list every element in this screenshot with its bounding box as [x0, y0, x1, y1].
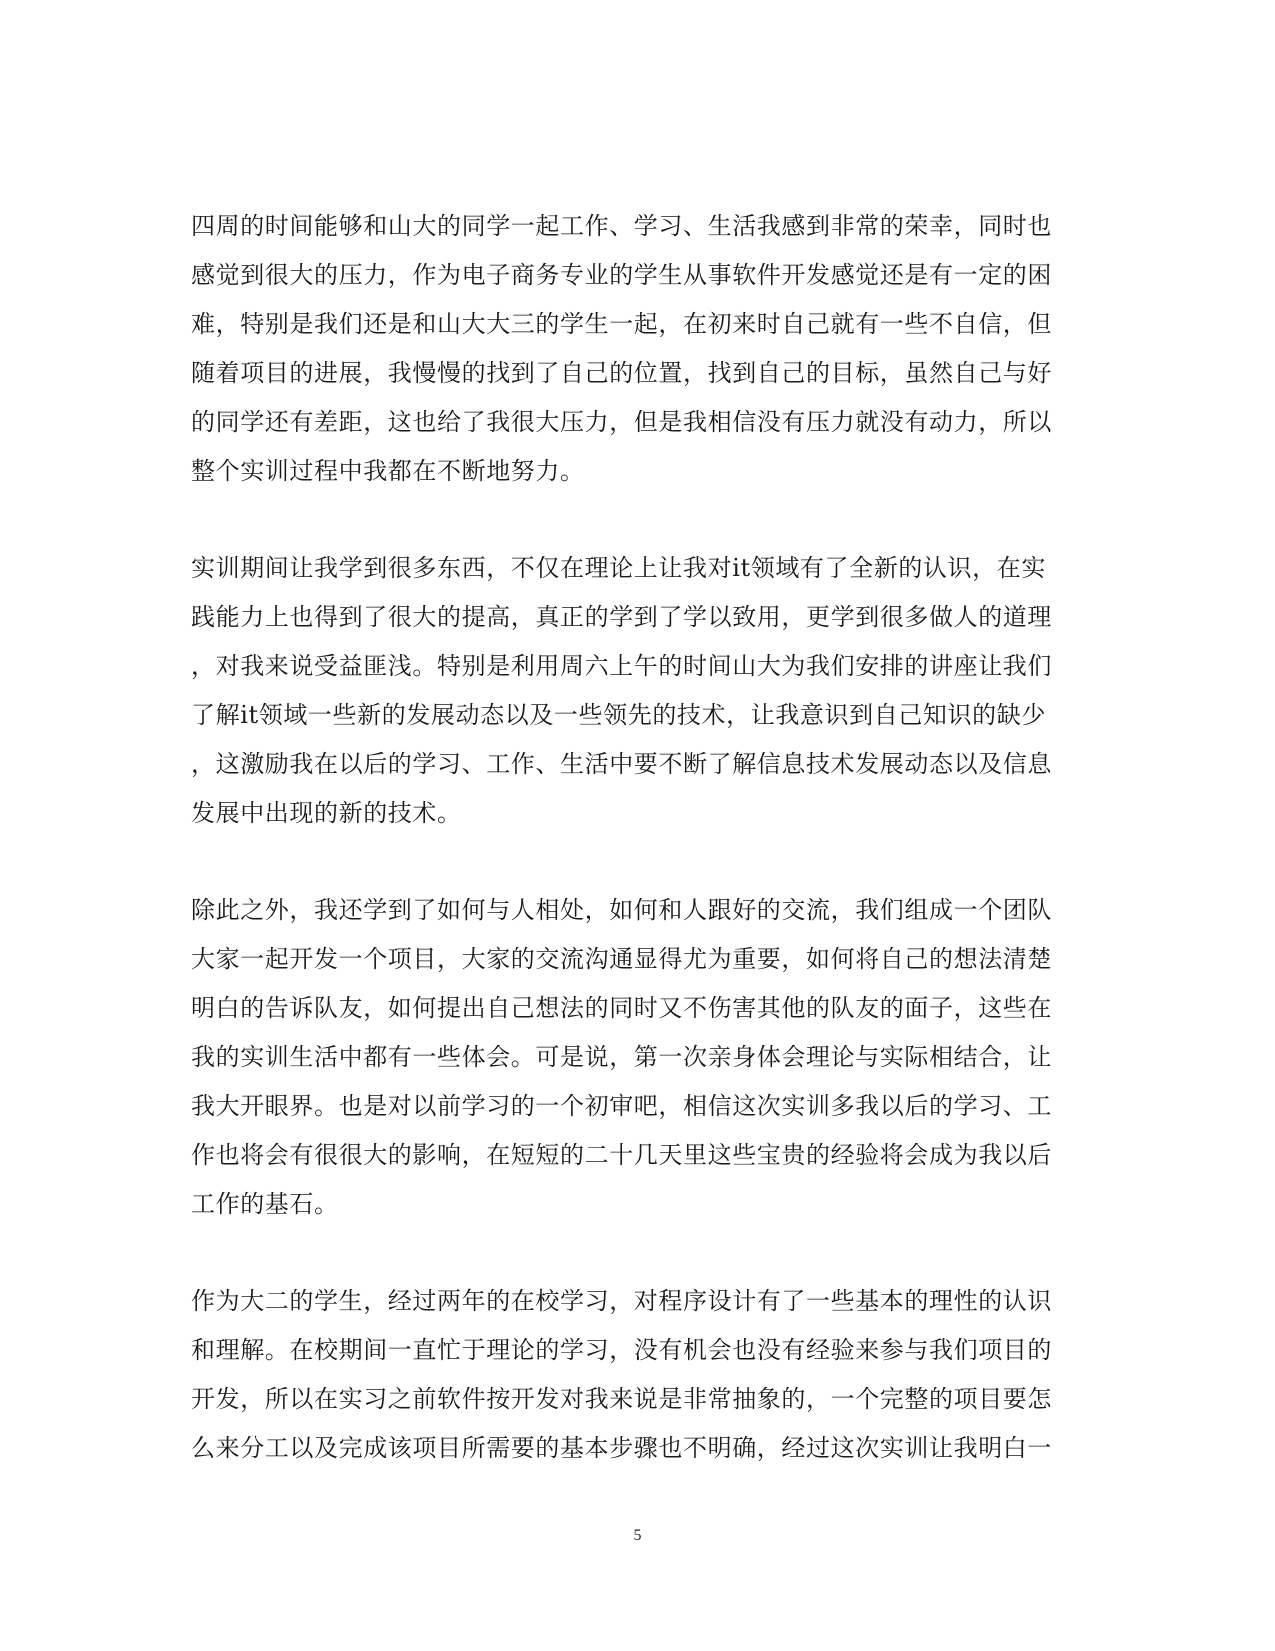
- text-line: 明白的告诉队友，如何提出自己想法的同时又不伤害其他的队友的面子，这些在: [191, 994, 1052, 1022]
- text-line: 践能力上也得到了很大的提高，真正的学到了学以致用，更学到很多做人的道理: [191, 603, 1052, 631]
- text-line: 么来分工以及完成该项目所需要的基本步骤也不明确，经过这次实训让我明白一: [191, 1434, 1052, 1462]
- text-line: 的同学还有差距，这也给了我很大压力，但是我相信没有压力就没有动力，所以: [191, 408, 1052, 436]
- text-line: 大家一起开发一个项目，大家的交流沟通显得尤为重要，如何将自己的想法清楚: [191, 945, 1052, 973]
- text-line: 除此之外，我还学到了如何与人相处，如何和人跟好的交流，我们组成一个团队: [191, 896, 1052, 924]
- text-line: 难，特别是我们还是和山大大三的学生一起，在初来时自己就有一些不自信，但: [191, 310, 1052, 338]
- text-line: 发展中出现的新的技术。: [191, 799, 462, 827]
- text-line: 作为大二的学生，经过两年的在校学习，对程序设计有了一些基本的理性的认识: [191, 1287, 1052, 1315]
- text-line: 实训期间让我学到很多东西，不仅在理论上让我对it领域有了全新的认识，在实: [191, 554, 1046, 582]
- text-line: 我大开眼界。也是对以前学习的一个初审吧，相信这次实训多我以后的学习、工: [191, 1092, 1052, 1120]
- text-line: 四周的时间能够和山大的同学一起工作、学习、生活我感到非常的荣幸，同时也: [191, 212, 1052, 240]
- text-line: 和理解。在校期间一直忙于理论的学习，没有机会也没有经验来参与我们项目的: [191, 1336, 1052, 1364]
- text-line: 作也将会有很很大的影响，在短短的二十几天里这些宝贵的经验将会成为我以后: [191, 1141, 1052, 1169]
- text-line: 工作的基石。: [191, 1190, 339, 1218]
- text-line: 了解it领域一些新的发展动态以及一些领先的技术，让我意识到自己知识的缺少: [191, 701, 1046, 729]
- text-line: ，这激励我在以后的学习、工作、生活中要不断了解信息技术发展动态以及信息: [191, 750, 1052, 778]
- paragraph-3: [191, 886, 1067, 1229]
- text-line: 感觉到很大的压力，作为电子商务专业的学生从事软件开发感觉还是有一定的困: [191, 261, 1052, 289]
- paragraph-1: [191, 202, 1067, 496]
- paragraph-2: [191, 544, 1067, 838]
- paragraph-4: [191, 1277, 1067, 1473]
- text-line: 我的实训生活中都有一些体会。可是说，第一次亲身体会理论与实际相结合，让: [191, 1043, 1052, 1071]
- page-number: 5: [633, 1527, 642, 1544]
- body-text: [191, 202, 1067, 1521]
- text-line: 随着项目的进展，我慢慢的找到了自己的位置，找到自己的目标，虽然自己与好: [191, 359, 1052, 387]
- text-line: ，对我来说受益匪浅。特别是利用周六上午的时间山大为我们安排的讲座让我们: [191, 652, 1052, 680]
- text-line: 开发，所以在实习之前软件按开发对我来说是非常抽象的，一个完整的项目要怎: [191, 1385, 1052, 1413]
- text-line: 整个实训过程中我都在不断地努力。: [191, 457, 585, 485]
